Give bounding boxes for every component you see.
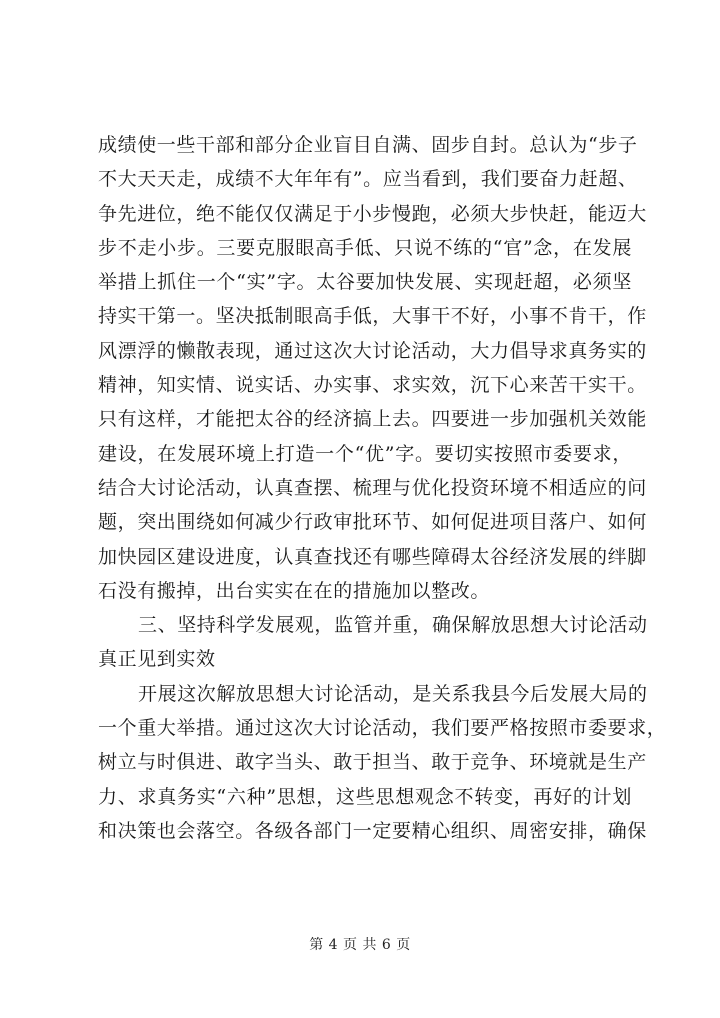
text-line: 开展这次解放思想大讨论活动，是关系我县今后发展大局的 [138, 682, 648, 705]
text-line: 力、求真务实“六种”思想，这些思想观念不转变，再好的计划 [98, 785, 632, 808]
text-line: 题，突出围绕如何减少行政审批环节、如何促进项目落户、如何 [98, 511, 647, 534]
section-heading-continued: 真正见到实效 [98, 648, 216, 671]
text-line: 争先进位，绝不能仅仅满足于小步慢跑，必须大步快赶，能迈大 [98, 202, 647, 225]
text-line: 结合大讨论活动，认真查摆、梳理与优化投资环境不相适应的问 [98, 476, 647, 499]
section-heading: 三、坚持科学发展观，监管并重，确保解放思想大讨论活动 [138, 614, 648, 637]
text-line: 举措上抓住一个“实”字。太谷要加快发展、实现赶超，必须坚 [98, 271, 632, 294]
text-line: 持实干第一。坚决抵制眼高手低，大事干不好，小事不肯干，作 [98, 305, 647, 328]
text-line: 一个重大举措。通过这次大讨论活动，我们要严格按照市委要求， [98, 717, 667, 740]
text-line: 建设，在发展环境上打造一个“优”字。要切实按照市委要求， [98, 442, 632, 465]
text-line: 步不走小步。三要克服眼高手低、只说不练的“官”念，在发展 [98, 236, 632, 259]
text-line: 树立与时俱进、敢字当头、敢于担当、敢于竞争、环境就是生产 [98, 751, 647, 774]
text-line: 成绩使一些干部和部分企业盲目自满、固步自封。总认为“步子 [98, 134, 638, 156]
text-line: 风漂浮的懒散表现，通过这次大讨论活动，大力倡导求真务实的 [98, 339, 647, 362]
text-line: 精神，知实情、说实话、办实事、求实效，沉下心来苦干实干。 [98, 374, 647, 397]
text-line: 和决策也会落空。各级各部门一定要精心组织、周密安排，确保 [98, 819, 647, 842]
body-text [98, 128, 667, 848]
page-number-footer: 第 4 页 共 6 页 [309, 937, 411, 953]
text-line: 石没有搬掉，出台实实在在的措施加以整改。 [98, 579, 491, 602]
text-line: 只有这样，才能把太谷的经济搞上去。四要进一步加强机关效能 [98, 408, 647, 431]
text-line: 加快园区建设进度，认真查找还有哪些障碍太谷经济发展的绊脚 [98, 545, 647, 568]
text-line: 不大天天走，成绩不大年年有”。应当看到，我们要奋力赶超、 [98, 168, 638, 191]
